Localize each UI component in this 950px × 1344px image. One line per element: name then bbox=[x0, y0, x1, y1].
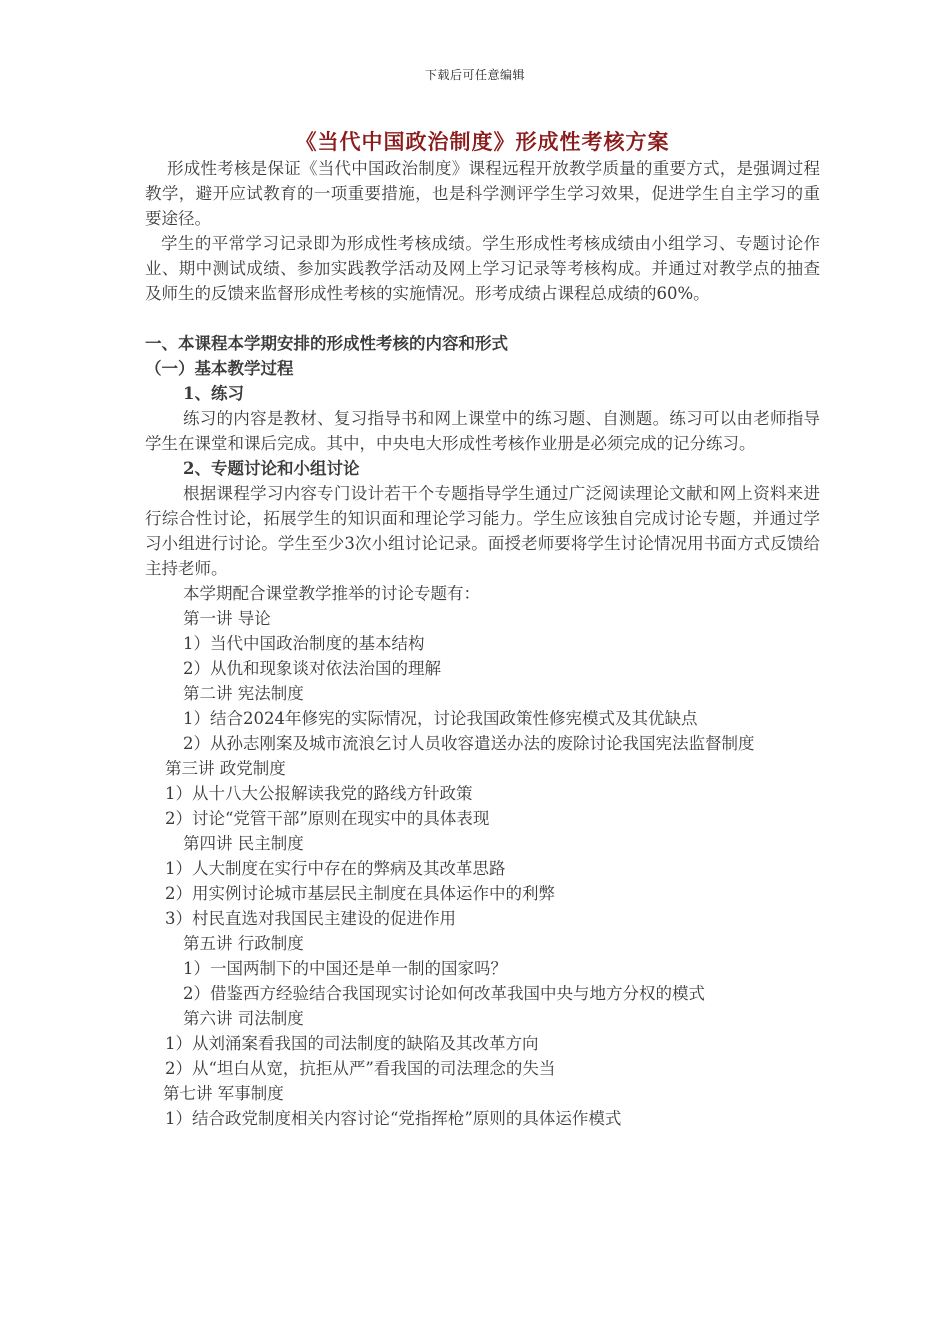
lecture-6-topic-2: 2）从“坦白从宽，抗拒从严”看我国的司法理念的失当 bbox=[165, 1059, 556, 1078]
topics-intro: 本学期配合课堂教学推举的讨论专题有： bbox=[183, 584, 480, 603]
lecture-1-topic-2: 2）从仇和现象谈对依法治国的理解 bbox=[183, 659, 441, 678]
document-body bbox=[145, 128, 820, 1131]
lecture-5-topic-1: 1）一国两制下的中国还是单一制的国家吗？ bbox=[183, 959, 507, 978]
lecture-4-title: 第四讲 民主制度 bbox=[183, 834, 304, 853]
lecture-7-title: 第七讲 军事制度 bbox=[163, 1084, 284, 1103]
intro-paragraph-2: 学生的平常学习记录即为形成性考核成绩。学生形成性考核成绩由小组学习、专题讨论作业、期中测试成绩、参加实践教学活动及网上学习记录等考核构成。并通过对教学点的抽查及师生的反馈来监督形成性考核的实施情况。形考成绩占课程总成绩的60%。 bbox=[145, 234, 820, 303]
lecture-3-topic-2: 2）讨论“党管干部”原则在现实中的具体表现 bbox=[165, 809, 490, 828]
item-text-discussion: 根据课程学习内容专门设计若干个专题指导学生通过广泛阅读理论文献和网上资料来进行综合性讨论，拓展学生的知识面和理论学习能力。学生应该独自完成讨论专题，并通过学习小组进行讨论。学生至少3次小组讨论记录。面授老师要将学生讨论情况用书面方式反馈给主持老师。 bbox=[145, 484, 820, 578]
subsection-heading: （一）基本教学过程 bbox=[145, 359, 294, 378]
page-header-note: 下载后可任意编辑 bbox=[424, 68, 525, 82]
lecture-3-topic-1: 1）从十八大公报解读我党的路线方针政策 bbox=[165, 784, 473, 803]
lecture-3-title: 第三讲 政党制度 bbox=[165, 759, 286, 778]
lecture-2-topic-1: 1）结合2024年修宪的实际情况，讨论我国政策性修宪模式及其优缺点 bbox=[183, 709, 698, 728]
lecture-7-topic-1: 1）结合政党制度相关内容讨论“党指挥枪”原则的具体运作模式 bbox=[165, 1109, 622, 1128]
blank-line bbox=[145, 306, 820, 331]
lecture-6-title: 第六讲 司法制度 bbox=[183, 1009, 304, 1028]
document-title: 《当代中国政治制度》形成性考核方案 bbox=[295, 129, 670, 154]
lecture-6-topic-1: 1）从刘涌案看我国的司法制度的缺陷及其改革方向 bbox=[165, 1034, 539, 1053]
lecture-2-topic-2: 2）从孙志刚案及城市流浪乞讨人员收容遣送办法的废除讨论我国宪法监督制度 bbox=[183, 734, 755, 753]
item-heading-discussion: 2、专题讨论和小组讨论 bbox=[183, 459, 360, 478]
lecture-1-title: 第一讲 导论 bbox=[183, 609, 271, 628]
lecture-4-topic-1: 1）人大制度在实行中存在的弊病及其改革思路 bbox=[165, 859, 506, 878]
lecture-4-topic-2: 2）用实例讨论城市基层民主制度在具体运作中的利弊 bbox=[165, 884, 555, 903]
item-heading-practice: 1、练习 bbox=[183, 384, 244, 403]
lecture-5-title: 第五讲 行政制度 bbox=[183, 934, 304, 953]
item-text-practice: 练习的内容是教材、复习指导书和网上课堂中的练习题、自测题。练习可以由老师指导学生在课堂和课后完成。其中，中央电大形成性考核作业册是必须完成的记分练习。 bbox=[145, 409, 820, 453]
lecture-4-topic-3: 3）村民直选对我国民主建设的促进作用 bbox=[165, 909, 456, 928]
section-heading: 一、本课程本学期安排的形成性考核的内容和形式 bbox=[145, 334, 508, 353]
lecture-5-topic-2: 2）借鉴西方经验结合我国现实讨论如何改革我国中央与地方分权的模式 bbox=[183, 984, 705, 1003]
intro-paragraph-1: 形成性考核是保证《当代中国政治制度》课程远程开放教学质量的重要方式，是强调过程教学，避开应试教育的一项重要措施，也是科学测评学生学习效果，促进学生自主学习的重要途径。 bbox=[145, 159, 820, 228]
lecture-2-title: 第二讲 宪法制度 bbox=[183, 684, 304, 703]
lecture-1-topic-1: 1）当代中国政治制度的基本结构 bbox=[183, 634, 425, 653]
